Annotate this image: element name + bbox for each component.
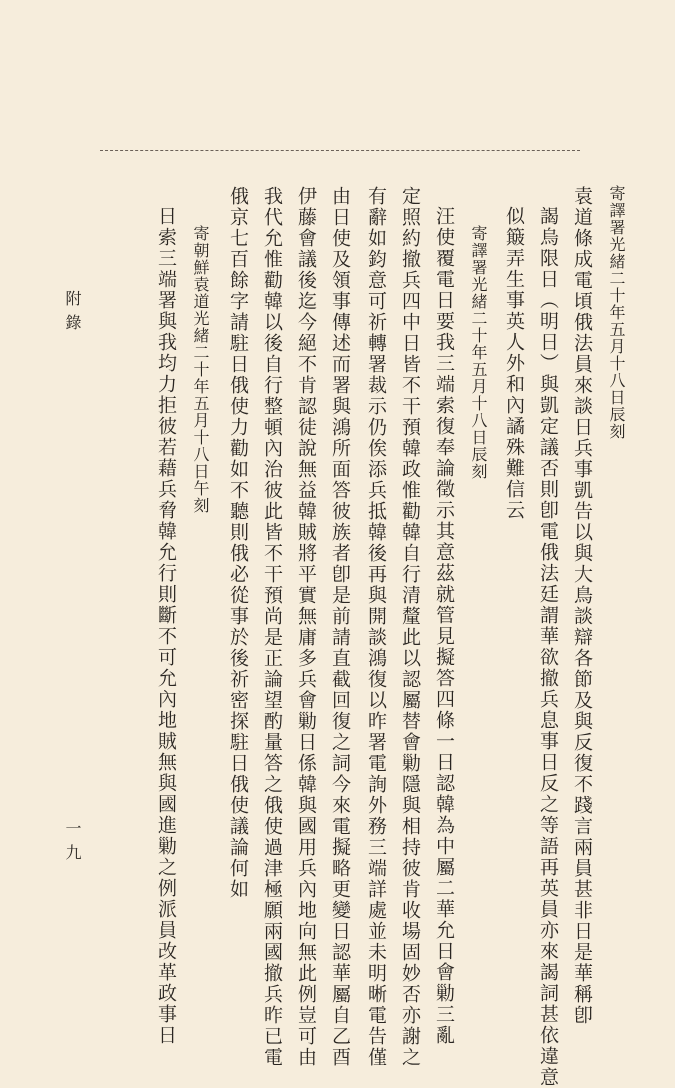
text-column: 定照約撤兵四中日皆不干預韓政惟勸韓自行清釐此以認屬替會勦隱與相持彼肯收場固妙否亦謝之 bbox=[399, 186, 421, 1068]
telegram-heading: 寄朝鮮袁道光緒二十年五月十八日午刻 bbox=[191, 225, 210, 514]
text-column: 袁道條成電頃俄法員來談日兵事凱告以與大鳥談辯各節及與反復不踐言兩員甚非日是華稱卽 bbox=[571, 186, 593, 1026]
page-number: 一九 bbox=[63, 820, 82, 868]
text-column: 有辭如鈞意可祈轉署裁示仍俟添兵抵韓後再與開談鴻復以昨署電詢外務三端詳處並未明晰電告僅 bbox=[365, 186, 387, 1068]
text-column: 俄京七百餘字請駐日俄使力勸如不聽則俄必從事於後祈密探駐日俄使議論何如 bbox=[227, 186, 249, 900]
text-column: 謁烏限日（明日）與凱定議否則卽電俄法廷謂華欲撤兵息事日反之等語再英員亦來謁詞甚依違意 bbox=[537, 206, 559, 1088]
text-column: 我代允惟勸韓以後自行整頓內治彼此皆不干預尚是正論望酌量答之俄使過津極願兩國撤兵昨已電 bbox=[261, 186, 283, 1068]
dashed-divider bbox=[100, 150, 580, 157]
text-column: 日索三端署與我均力拒彼若藉兵脅韓允行則斷不可允內地賊無與國進勦之例派員改革政事日 bbox=[155, 206, 177, 1046]
text-column: 由日使及領事傳述而署與鴻所面答彼族者卽是前請直截回復之詞今來電擬略更變日認華屬自乙酉 bbox=[329, 186, 351, 1068]
text-column: 伊藤會議後迄今絕不肯認徒說無益韓賊將平實無庸多兵會勦日係韓與國用兵內地向無此例豈可由 bbox=[295, 186, 317, 1068]
telegram-heading: 寄譯署光緒二十年五月十八日辰刻 bbox=[607, 185, 626, 440]
text-column: 似簸弄生事英人外和內譎殊難信云 bbox=[503, 206, 525, 521]
section-label: 附錄 bbox=[63, 290, 82, 338]
telegram-heading: 寄譯署光緒二十年五月十八日辰刻 bbox=[469, 225, 488, 480]
text-column: 汪使覆電日要我三端索復奉論徵示其意茲就管見擬答四條一日認韓為中屬二華允日會勦三亂 bbox=[433, 206, 455, 1046]
